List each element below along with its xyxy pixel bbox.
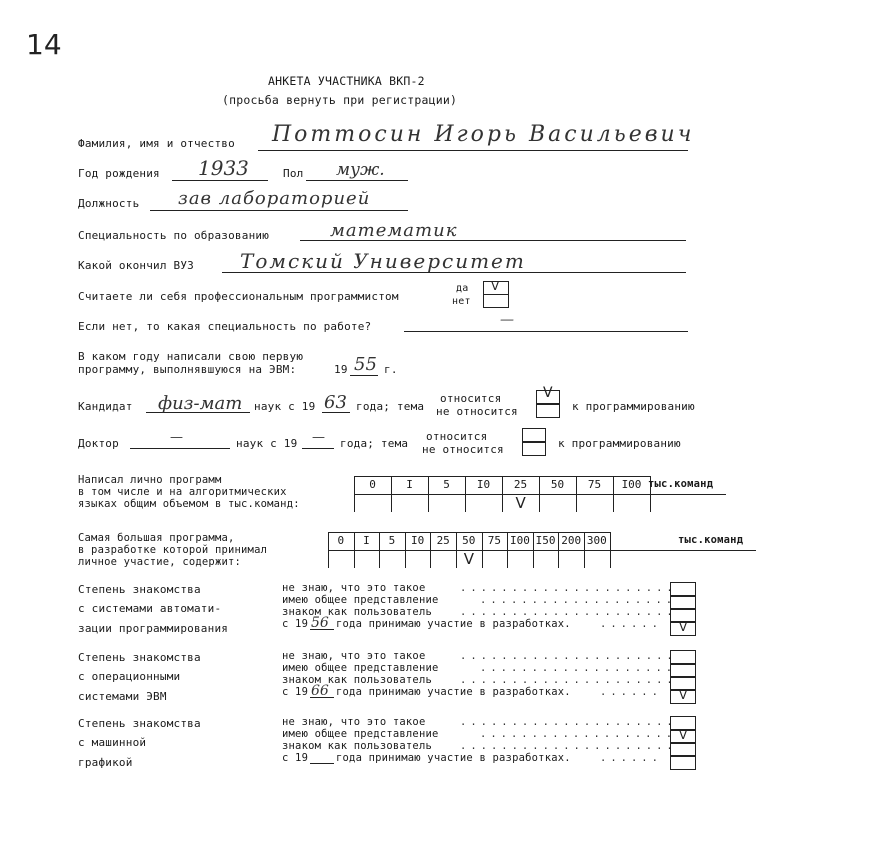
position-label: Должность — [78, 197, 140, 210]
check-mark-icon[interactable]: V — [463, 550, 475, 568]
dot-leader: ...... — [600, 752, 662, 764]
dot-leader: ..................... — [460, 582, 677, 594]
sex-label: Пол — [283, 167, 304, 180]
other-spec-line — [404, 331, 688, 332]
doctor-not-relates-checkbox[interactable] — [522, 441, 546, 456]
familiarity-label: Степень знакомства — [78, 651, 201, 664]
largest-program-tick[interactable]: I50 — [535, 534, 556, 547]
no-checkbox[interactable] — [483, 294, 509, 308]
dot-leader: ................... — [480, 662, 677, 674]
check-mark-icon[interactable]: V — [515, 494, 526, 512]
dot-leader: ...... — [600, 618, 662, 630]
university-label: Какой окончил ВУЗ — [78, 259, 194, 272]
familiarity-option-since: с 19 — [282, 686, 309, 698]
fio-line — [258, 150, 688, 151]
largest-program-label-3: личное участие, содержит: — [78, 556, 242, 568]
programs-written-unit: тыс.команд — [648, 478, 714, 490]
largest-program-label-1: Самая большая программа, — [78, 532, 235, 544]
candidate-value[interactable]: физ-мат — [158, 393, 243, 414]
familiarity-option: не знаю, что это такое — [282, 716, 426, 728]
largest-program-tick[interactable]: 50 — [462, 534, 476, 547]
yes-label: да — [456, 283, 469, 294]
birth-label: Год рождения — [78, 167, 160, 180]
programs-written-tick[interactable]: 25 — [513, 478, 528, 491]
dot-leader: ..................... — [460, 740, 677, 752]
doctor-relates: относится — [426, 430, 488, 443]
sex-line — [306, 180, 408, 181]
largest-program-tick[interactable]: 25 — [436, 534, 450, 547]
familiarity-option-participate: года принимаю участие в разработках. — [336, 752, 571, 764]
programs-written-tick[interactable]: 50 — [550, 478, 565, 491]
familiarity-label: Степень знакомства — [78, 717, 201, 730]
first-prog-label-1: В каком году написали свою первую — [78, 350, 304, 363]
familiarity-option: имею общее представление — [282, 728, 439, 740]
familiarity-option: знаком как пользователь — [282, 606, 432, 618]
first-prog-prefix: 19 — [334, 363, 348, 376]
familiarity-label: системами ЭВМ — [78, 690, 167, 703]
familiarity-option: знаком как пользователь — [282, 740, 432, 752]
familiarity-option: имею общее представление — [282, 662, 439, 674]
dot-leader: ..................... — [460, 650, 677, 662]
first-prog-value[interactable]: 55 — [354, 354, 377, 375]
familiarity-label: графикой — [78, 756, 133, 769]
familiarity-year[interactable]: 66 — [311, 683, 329, 699]
familiarity-option-since: с 19 — [282, 752, 309, 764]
largest-program-tick[interactable]: 300 — [586, 534, 607, 547]
programs-written-tick[interactable]: I0 — [476, 478, 491, 491]
programs-written-tick[interactable]: 75 — [587, 478, 602, 491]
birth-line — [172, 180, 268, 181]
doctor-to-programming: к программированию — [558, 437, 681, 450]
familiarity-label: с машинной — [78, 736, 147, 749]
position-line — [150, 210, 408, 211]
check-mark-icon: V — [543, 385, 553, 401]
familiarity-option: не знаю, что это такое — [282, 650, 426, 662]
familiarity-checkbox[interactable] — [670, 689, 696, 704]
largest-program-unit: тыс.команд — [678, 534, 744, 546]
largest-program-unit-line — [610, 550, 756, 551]
candidate-to-programming: к программированию — [572, 400, 695, 413]
programs-written-tick[interactable]: 0 — [369, 478, 376, 491]
largest-program-tick[interactable]: 5 — [388, 534, 396, 547]
programs-written-tick[interactable]: 5 — [443, 478, 450, 491]
largest-program-tick[interactable]: I00 — [510, 534, 530, 547]
check-mark-icon: V — [679, 688, 688, 702]
candidate-year[interactable]: 63 — [324, 392, 347, 413]
year-line — [310, 763, 334, 764]
familiarity-checkbox[interactable] — [670, 755, 696, 770]
page-number: 14 — [26, 28, 62, 61]
check-mark-icon: V — [679, 620, 688, 634]
dot-leader: ................... — [480, 728, 677, 740]
largest-program-tick[interactable]: I0 — [410, 534, 425, 547]
university-value[interactable]: Томский Университет — [240, 249, 526, 273]
familiarity-label: с системами автомати- — [78, 602, 222, 615]
candidate-relates: относится — [440, 392, 502, 405]
familiarity-label: Степень знакомства — [78, 583, 201, 596]
specialty-label: Специальность по образованию — [78, 229, 270, 242]
dot-leader: ..................... — [460, 674, 677, 686]
birth-value[interactable]: 1933 — [198, 156, 249, 180]
form-title: АНКЕТА УЧАСТНИКА ВКП-2 — [268, 74, 425, 88]
position-value[interactable]: зав лабораторией — [178, 188, 371, 209]
dot-leader: ..................... — [460, 606, 677, 618]
doctor-line — [130, 448, 230, 449]
candidate-not-relates-checkbox[interactable] — [536, 403, 560, 418]
familiarity-label: зации программирования — [78, 622, 229, 635]
largest-program-tick[interactable]: I — [363, 534, 370, 547]
familiarity-year[interactable]: 56 — [311, 615, 329, 631]
familiarity-option: знаком как пользователь — [282, 674, 432, 686]
candidate-tail: года; тема — [356, 400, 425, 413]
check-mark-icon: V — [679, 728, 688, 742]
first-prog-suffix: г. — [384, 363, 398, 376]
programs-written-unit-line — [650, 494, 726, 495]
other-spec-label: Если нет, то какая специальность по работе? — [78, 320, 372, 333]
specialty-value[interactable]: математик — [330, 220, 458, 241]
doctor-year-line — [302, 448, 334, 449]
familiarity-option-participate: года принимаю участие в разработках. — [336, 686, 571, 698]
doctor-not-relates: не относится — [422, 443, 504, 456]
dot-leader: ..................... — [460, 716, 677, 728]
doctor-year[interactable]: — — [312, 430, 325, 445]
fio-label: Фамилия, имя и отчество — [78, 137, 235, 150]
programs-written-tick[interactable]: I00 — [621, 478, 642, 491]
largest-program-top-line — [328, 532, 610, 533]
other-spec-value[interactable]: — — [500, 312, 514, 328]
candidate-since: наук с 19 — [254, 400, 316, 413]
no-label: нет — [452, 296, 471, 307]
largest-program-tick[interactable]: 200 — [561, 534, 582, 547]
programs-written-tick[interactable]: I — [406, 478, 413, 491]
doctor-value[interactable]: — — [170, 430, 183, 445]
fio-value[interactable]: Поттосин Игорь Васильевич — [272, 122, 695, 147]
dot-leader: ................... — [480, 594, 677, 606]
familiarity-checkbox[interactable] — [670, 621, 696, 636]
check-mark-icon: V — [491, 279, 500, 293]
sex-value[interactable]: муж. — [336, 160, 385, 180]
familiarity-label: с операционными — [78, 670, 181, 683]
doctor-tail: года; тема — [340, 437, 409, 450]
familiarity-option-since: с 19 — [282, 618, 309, 630]
familiarity-option-participate: года принимаю участие в разработках. — [336, 618, 571, 630]
familiarity-option: не знаю, что это такое — [282, 582, 426, 594]
doctor-since: наук с 19 — [236, 437, 298, 450]
dot-leader: ...... — [600, 686, 662, 698]
candidate-label: Кандидат — [78, 400, 133, 413]
largest-program-label-2: в разработке которой принимал — [78, 544, 268, 556]
programs-written-label-2: в том числе и на алгоритмических — [78, 486, 287, 498]
largest-program-tick[interactable]: 75 — [487, 534, 502, 547]
largest-program-tick[interactable]: 0 — [337, 534, 345, 547]
programs-written-label-3: языках общим объемом в тыс.команд: — [78, 498, 300, 510]
yes-checkbox[interactable] — [483, 281, 509, 295]
programmer-label: Считаете ли себя профессиональным программистом — [78, 290, 399, 303]
programs-written-label-1: Написал лично программ — [78, 474, 222, 486]
form-subtitle: (просьба вернуть при регистрации) — [222, 93, 458, 107]
familiarity-option: имею общее представление — [282, 594, 439, 606]
candidate-not-relates: не относится — [436, 405, 518, 418]
first-prog-line — [350, 375, 378, 376]
first-prog-label-2: программу, выполнявшуюся на ЭВМ: — [78, 363, 297, 376]
doctor-label: Доктор — [78, 437, 119, 450]
